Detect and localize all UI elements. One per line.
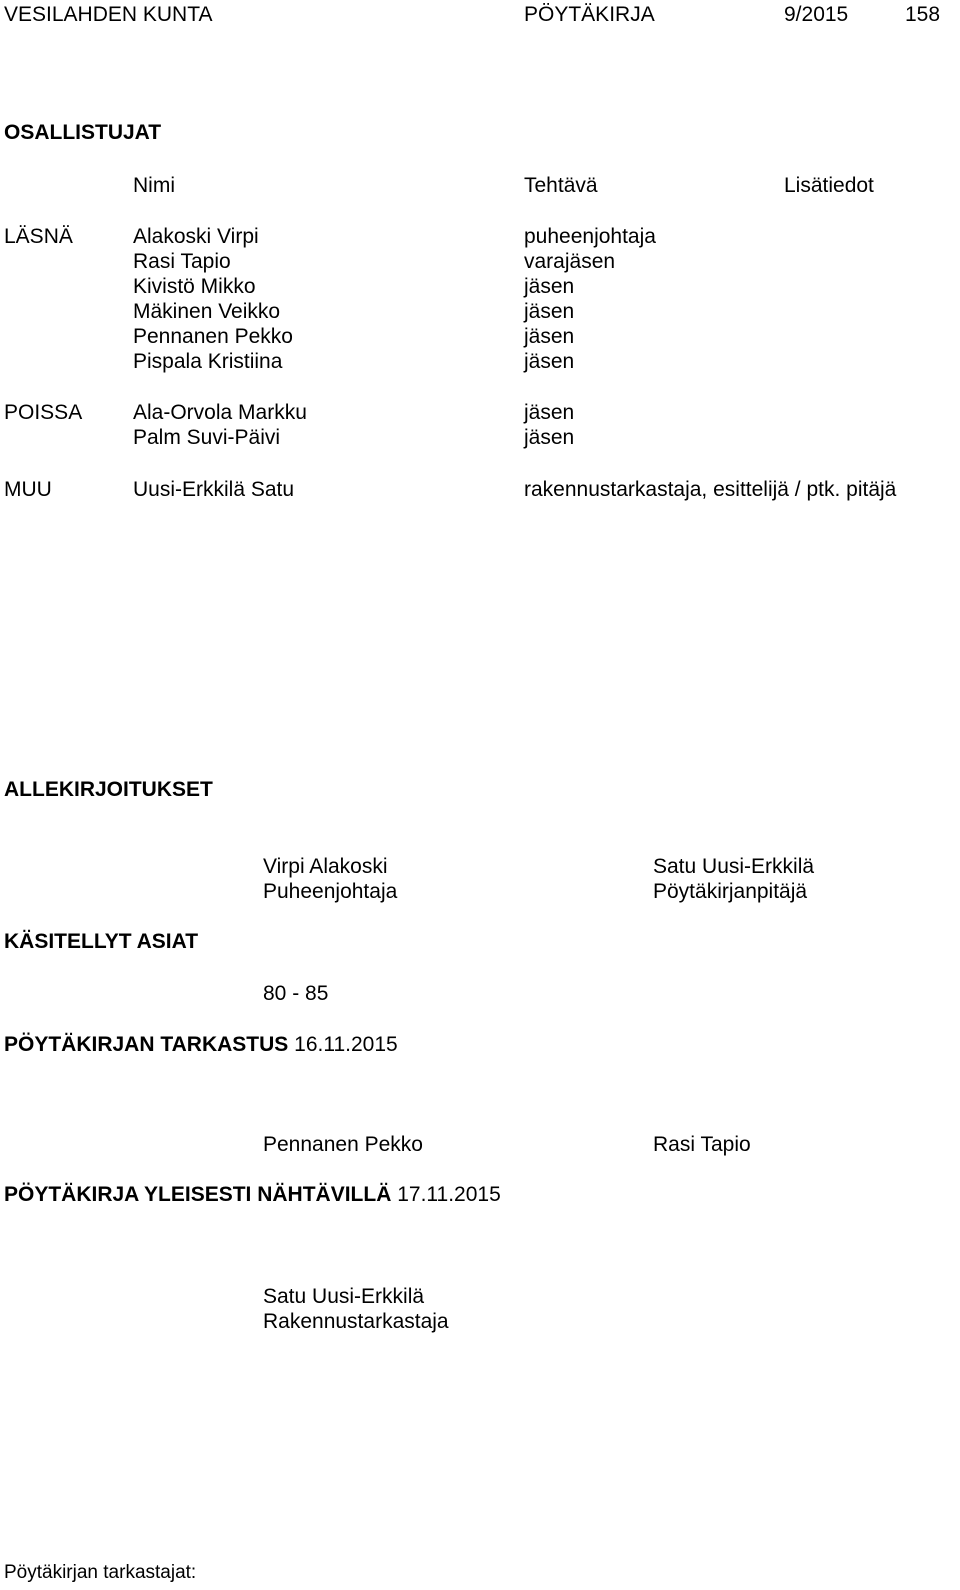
column-header-name: Nimi	[133, 174, 175, 197]
public-heading-text: PÖYTÄKIRJA YLEISESTI NÄHTÄVILLÄ	[4, 1183, 392, 1206]
document-number: 9/2015	[784, 3, 849, 26]
review-date: 16.11.2015	[294, 1033, 398, 1056]
participant-role: jäsen	[524, 300, 575, 323]
public-signer-name: Satu Uusi-Erkkilä	[263, 1285, 425, 1308]
reviewer-name: Rasi Tapio	[653, 1133, 751, 1156]
municipality-name: VESILAHDEN KUNTA	[4, 3, 213, 26]
absent-label: POISSA	[4, 401, 83, 424]
participant-role: jäsen	[524, 426, 575, 449]
participants-heading: OSALLISTUJAT	[4, 121, 162, 144]
participant-name: Rasi Tapio	[133, 250, 231, 273]
participant-role: rakennustarkastaja, esittelijä / ptk. pitäjä	[524, 478, 897, 501]
participant-role: jäsen	[524, 350, 575, 373]
participant-role: varajäsen	[524, 250, 616, 273]
other-label: MUU	[4, 478, 52, 501]
secretary-name: Satu Uusi-Erkkilä	[653, 855, 815, 878]
participant-role: jäsen	[524, 275, 575, 298]
review-heading-text: PÖYTÄKIRJAN TARKASTUS	[4, 1033, 289, 1056]
page-number: 158	[905, 3, 941, 26]
participant-name: Kivistö Mikko	[133, 275, 256, 298]
public-signer-title: Rakennustarkastaja	[263, 1310, 449, 1333]
signatures-heading: ALLEKIRJOITUKSET	[4, 778, 213, 801]
chair-title: Puheenjohtaja	[263, 880, 398, 903]
participant-name: Palm Suvi-Päivi	[133, 426, 281, 449]
participant-name: Mäkinen Veikko	[133, 300, 281, 323]
present-label: LÄSNÄ	[4, 225, 73, 248]
participant-role: jäsen	[524, 401, 575, 424]
handled-range: 80 - 85	[263, 982, 329, 1005]
footer-reviewers-label: Pöytäkirjan tarkastajat:	[4, 1562, 197, 1583]
participant-role: jäsen	[524, 325, 575, 348]
participant-name: Uusi-Erkkilä Satu	[133, 478, 295, 501]
secretary-title: Pöytäkirjanpitäjä	[653, 880, 808, 903]
column-header-role: Tehtävä	[524, 174, 598, 197]
review-heading	[4, 1032, 398, 1057]
document-type: PÖYTÄKIRJA	[524, 3, 655, 26]
handled-heading: KÄSITELLYT ASIAT	[4, 930, 199, 953]
participant-role: puheenjohtaja	[524, 225, 656, 248]
public-heading	[4, 1182, 501, 1207]
reviewer-name: Pennanen Pekko	[263, 1133, 423, 1156]
chair-name: Virpi Alakoski	[263, 855, 388, 878]
column-header-info: Lisätiedot	[784, 174, 874, 197]
participant-name: Pennanen Pekko	[133, 325, 293, 348]
participant-name: Alakoski Virpi	[133, 225, 259, 248]
participant-name: Ala-Orvola Markku	[133, 401, 307, 424]
public-date: 17.11.2015	[397, 1183, 501, 1206]
participant-name: Pispala Kristiina	[133, 350, 283, 373]
